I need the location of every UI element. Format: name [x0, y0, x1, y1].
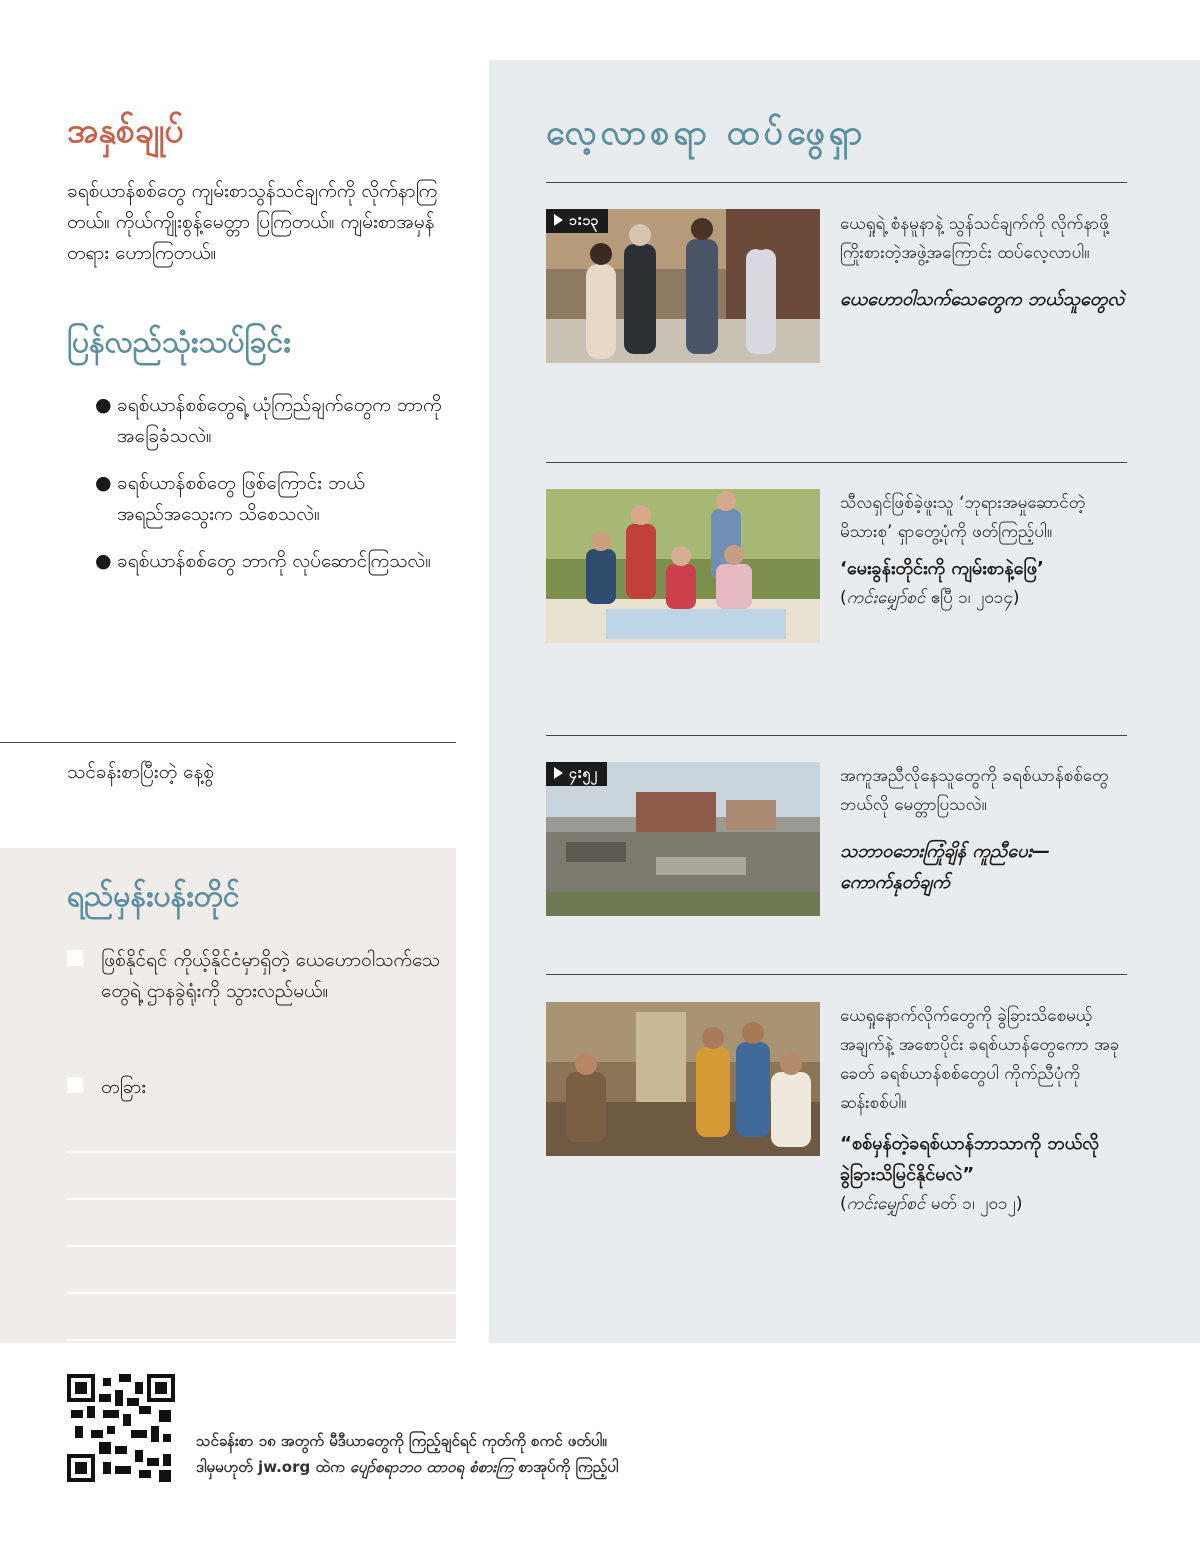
summary-heading: အနှစ်ချုပ် — [67, 111, 184, 151]
explore-item-title[interactable]: “စစ်မှန်တဲ့ခရစ်ယာန်ဘာသာကို ဘယ်လို ခွဲခြားသိမြင်နိုင်မလဲ” — [840, 1133, 1100, 1185]
qr-code-icon[interactable] — [67, 1374, 175, 1482]
video-duration-badge: ၁:၁၃ — [546, 209, 608, 233]
goal-item[interactable] — [67, 945, 447, 1007]
review-item-text: ခရစ်ယာန်စစ်တွေရဲ့ ယုံကြည်ချက်တွေက ဘာကို အခြေခံသလဲ။ — [117, 394, 442, 447]
footer-line-2: ဒါမှမဟုတ် jw.org ထဲက ပျော်စရာဘဝ ထာဝရ စံစားကြ စာအုပ်ကို ကြည့်ပါ — [196, 1458, 619, 1476]
explore-item-description: အကူအညီလိုနေသူတွေကို ခရစ်ယာန်စစ်တွေ ဘယ်လို မေတ္တာပြသလဲ။ — [840, 766, 1109, 815]
explore-item-text — [840, 762, 1130, 898]
explore-heading: လေ့လာစရာ ထပ်ဖွေရှာ — [546, 113, 867, 153]
review-item — [95, 468, 455, 530]
video-thumbnail-disaster[interactable] — [546, 762, 820, 916]
checkbox-icon[interactable] — [67, 950, 83, 966]
completion-date-label: သင်ခန်းစာပြီးတဲ့ နေ့စွဲ — [67, 761, 214, 783]
explore-item-title[interactable]: သဘာဝဘေးကြုံချိန် ကူညီပေး—ကောက်နုတ်ချက် — [840, 841, 1051, 893]
explore-item-text — [840, 489, 1130, 613]
explore-item-source: (ကင်းမျှော်စင် ဧပြီ ၁၊ ၂၀၁၄) — [840, 588, 1020, 608]
explore-item-text — [840, 1002, 1130, 1219]
goals-heading: ရည်မှန်းပန်းတိုင် — [67, 879, 240, 914]
divider — [546, 462, 1127, 463]
image-family-meal — [546, 489, 820, 643]
explore-item-title[interactable]: ‘မေးခွန်းတိုင်းကို ကျမ်းစာနဲ့ဖြေ’ — [840, 558, 1044, 579]
explore-item-text — [840, 210, 1130, 315]
review-list — [95, 390, 455, 593]
bullet-icon: ● — [95, 472, 112, 494]
explore-item-description: သီလရှင်ဖြစ်ခဲ့ဖူးသူ ‘ဘုရားအမှုဆောင်တဲ့ မိသားစု’ ရှာတွေ့ပုံကို ဖတ်ကြည့်ပါ။ — [840, 493, 1086, 542]
divider — [546, 182, 1127, 183]
goal-item[interactable] — [67, 1072, 447, 1103]
video-thumbnail-people-talking[interactable] — [546, 209, 820, 363]
divider — [0, 742, 456, 743]
write-line[interactable] — [67, 1339, 456, 1341]
summary-text: ခရစ်ယာန်စစ်တွေ ကျမ်းစာသွန်သင်ချက်ကို လိုက်နာကြတယ်။ ကိုယ်ကျိုးစွန့်မေတ္တာ ပြကြတယ်။ ကျမ်းစာအမှန်တရား ဟောကြတယ်။ — [67, 180, 438, 264]
write-line[interactable] — [67, 1198, 456, 1200]
review-item — [95, 546, 455, 577]
review-item-text: ခရစ်ယာန်စစ်တွေ ဘာကို လုပ်ဆောင်ကြသလဲ။ — [117, 550, 432, 572]
image-ancient-street — [546, 1002, 820, 1156]
write-line[interactable] — [67, 1151, 456, 1153]
divider — [546, 735, 1127, 736]
bullet-icon: ● — [95, 394, 112, 416]
bullet-icon: ● — [95, 550, 112, 572]
review-item-text: ခရစ်ယာန်စစ်တွေ ဖြစ်ကြောင်း ဘယ်အရည်အသွေးက သိစေသလဲ။ — [117, 472, 365, 525]
play-icon — [554, 214, 563, 226]
explore-item-description: ယေရှုနောက်လိုက်တွေကို ခွဲခြားသိစေမယ့်အချက်နဲ့ အစောပိုင်း ခရစ်ယာန်တွေကော အခုခေတ် ခရစ်ယာန်စစ်တွေပါ ကိုက်ညီပုံကို ဆန်းစစ်ပါ။ — [840, 1006, 1120, 1113]
divider — [546, 974, 1127, 975]
footer-line-1: သင်ခန်းစာ ၁၈ အတွက် မီဒီယာတွေကို ကြည့်ချင်ရင် ကုတ်ကို စကင် ဖတ်ပါ။ — [196, 1432, 607, 1450]
explore-item-title[interactable]: ယေဟောဝါသက်သေတွေက ဘယ်သူတွေလဲ — [840, 289, 1125, 310]
review-heading: ပြန်လည်သုံးသပ်ခြင်း — [67, 325, 291, 360]
video-duration-badge: ၄:၅၂ — [546, 762, 607, 786]
review-item — [95, 390, 455, 452]
checkbox-icon[interactable] — [67, 1077, 83, 1093]
explore-item-source: (ကင်းမျှော်စင် မတ် ၁၊ ၂၀၁၂) — [840, 1194, 1023, 1214]
write-line[interactable] — [67, 1245, 456, 1247]
play-icon — [554, 767, 563, 779]
footer-text — [196, 1428, 618, 1480]
write-line[interactable] — [67, 1292, 456, 1294]
explore-item-description: ယေရှုရဲ့ စံနမူနာနဲ့ သွန်သင်ချက်ကို လိုက်နာဖို့ ကြိုးစားတဲ့အဖွဲ့အကြောင်း ထပ်လေ့လာပါ။ — [840, 214, 1109, 263]
goal-text: ဖြစ်နိုင်ရင် ကိုယ့်နိုင်ငံမှာရှိတဲ့ ယေဟောဝါသက်သေတွေရဲ့ ဌာနခွဲရုံးကို သွားလည်မယ်။ — [101, 949, 440, 1002]
goal-text: တခြား — [101, 1076, 147, 1098]
